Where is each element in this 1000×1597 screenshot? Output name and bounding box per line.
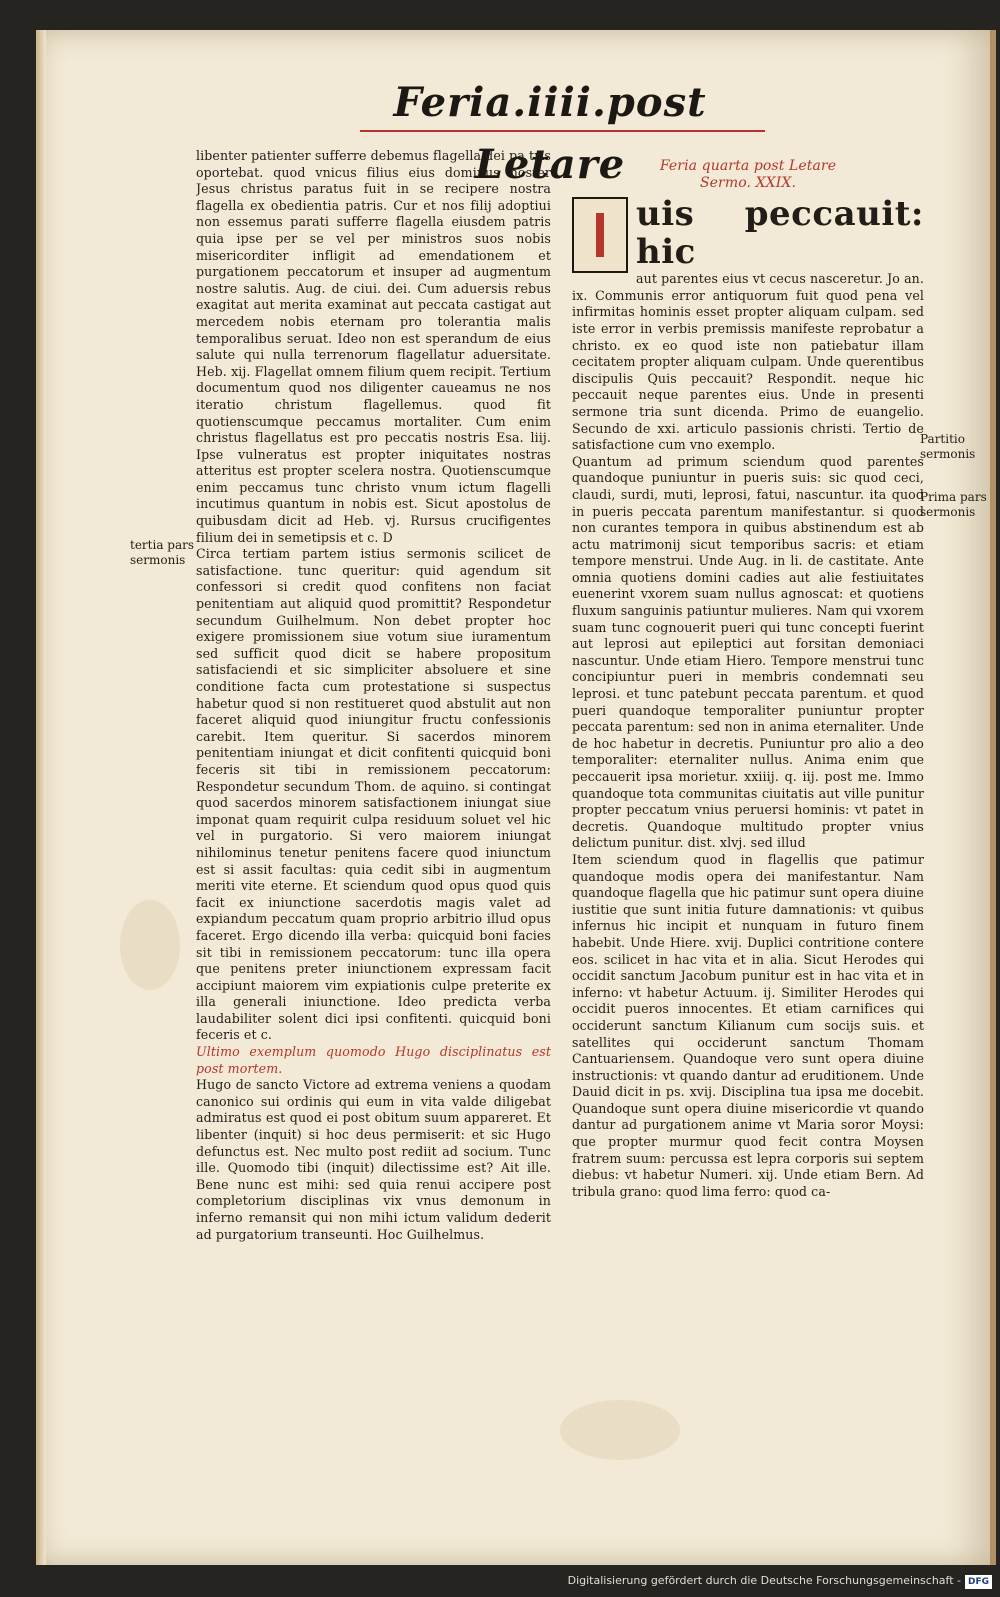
page-title: Feria.iiii.post Letare (393, 79, 707, 188)
dfg-logo: DFG (965, 1575, 992, 1589)
page-gutter-shadow (36, 30, 46, 1565)
margin-note-text: Prima pars sermonis (920, 490, 987, 519)
paper-stain (120, 900, 180, 990)
paper-stain (560, 1400, 680, 1460)
paragraph: aut parentes eius vt cecus nasceretur. Jo an. ix. Communis error antiquorum fuit quod pena vel infirmitas hominis esset propter aliquam culpam. sed iste error in verbis premissis manifeste reprobatur a christo. ex eo quod iste non patiebatur illam cecitatem propter aliquam culpam. Unde querentibus discipulis Quis peccauit? Respondit. neque hic peccauit neque parentes eius. Unde in presenti sermone tria sunt dicenda. Primo de euangelio. Secundo de xxi. articulo passionis christi. Tertio de satisfactione cum vno exemplo. (572, 271, 924, 453)
left-column (196, 148, 551, 1268)
paragraph: Item sciendum quod in flagellis que patimur quandoque modis opera dei manifestantur. Nam quandoque flagella que hic patimur sunt opera diuine iustitie que sunt initia future damnationis: vt quibus infernus hic incipit et nunquam in futuro finem habebit. Unde Hiere. xvij. Duplici contritione contere eos. scilicet in hac vita et in alia. Sicut Herodes qui occidit sanctum Jacobum punitur est in hac vita et in inferno: vt habetur Actuum. ij. Similiter Herodes qui occidit pueros innocentes. Et etiam carnifices qui occiderunt sanctum Kilianum cum socijs suis. et satellites qui occiderunt sanctum Thomam Cantuariensem. Quandoque vero sunt opera diuine instructionis: vt quando dantur ad eruditionem. Unde Dauid dicit in ps. xvij. Disciplina tua ipsa me docebit. Quandoque sunt opera diuine misericordie vt quando dantur ad purgationem anime vt Maria soror Moysi: que propter murmur quod fecit contra Moysen fratrem suum: percussa est lepra corporis sui septem diebus: vt habetur Numeri. xij. Unde etiam Bern. Ad tribula grano: quod lima ferro: quod ca- (572, 851, 924, 1199)
margin-note-right-1 (920, 432, 992, 462)
paragraph: Circa tertiam partem istius sermonis scilicet de satisfactione. tunc queritur: quid agendum sit confessori si credit quod confitens non faciat penitentiam aut aliquid quod promittit? Respondetur secundum Guilhelmum. Non debet propter hoc exigere promissionem siue votum siue iuramentum sed sufficit quod dicit se habere propositum satisfaciendi et sic simpliciter absoluere et sine conditione facta cum protestatione si suspectus habetur quod si non restitueret quod abstulit aut non faceret aliquid quod iniungitur fructu confessionis carebit. Item queritur. Si sacerdos minorem penitentiam iniungat et dicit confitenti quicquid boni feceris sit tibi in remissionem peccatorum: Respondetur secundum Thom. de aquino. si contingat quod sacerdos minorem satisfactionem iniungat siue imponat quam requirit culpa residuum soluet vel hic vel in purgatorio. Si vero maiorem iniungat nihilominus tenetur penitens facere quod iniunctum est si assit facultas: quia cedit sibi in augmentum meriti vite eterne. Et sciendum quod opus quod quis facit ex iniunctione sacerdotis magis valet ad expiandum peccatum quam proprio arbitrio illud opus faceret. Ergo dicendo illa verba: quicquid boni facies sit tibi in remissionem peccatorum: tunc illa opera que penitens preter iniunctionem expressam facit accipiunt maiorem vim expiationis culpe preterite ex illa generali iniunctione. Ideo predicta verba laudabiliter solent dici ipsi confitenti. quicquid boni feceris et c. (196, 546, 551, 1043)
digitization-credit (568, 1571, 992, 1591)
paragraph: Quantum ad primum sciendum quod parentes quandoque puniuntur in pueris suis: sic quod ceci, claudi, surdi, muti, leprosi, fatui, nascuntur. ita quod in pueris peccata parentum manifestantur. si quod non curantes tempora in quibus abstinendum est ab actu matrimonij sicut temporibus sacris: et etiam tempore menstrui. Unde Aug. in li. de castitate. Ante omnia quotiens domini cadies aut alie festiuitates euenerint vxorem suam nullus agnoscat: et quotiens fluxum sanguinis patiuntur mulieres. Nam qui vxorem suam tunc cognouerit pueri qui tunc concepti fuerint aut leprosi aut epileptici aut forsitan demoniaci nascuntur. Unde etiam Hiero. Tempore menstrui tunc concipiuntur pueri in membris condemnati seu leprosi. et tunc patebunt peccata parentum. et quod pueri quandoque temporaliter puniuntur propter peccata parentum: sed non in anima eternaliter. Unde de hoc habetur in decretis. Puniuntur pro alio a deo temporaliter: eternaliter nullus. Anima enim que peccauerit ipsa morietur. xxiiij. q. iij. post me. Immo quandoque tota communitas ciuitatis aut ville punitur propter peccatum vnius peruersi hominis: vt patet in decretis. Quandoque multitudo propter vnius delictum punitur. dist. xlvj. sed illud (572, 453, 924, 851)
initial-ornament (596, 213, 604, 257)
credit-text: Digitalisierung gefördert durch die Deutsche Forschungsgemeinschaft - (567, 1574, 961, 1587)
incipit-text: uis peccauit: hic (636, 194, 924, 273)
rubric-paragraph: Ultimo exemplum quomodo Hugo disciplinatus est post mortem. (196, 1044, 551, 1076)
sermon-heading-line1: Feria quarta post Letare (659, 158, 837, 174)
paragraph: libenter patienter sufferre debemus flagella dei pa tris oportebat. quod vnicus filius eius dominus noster Jesus christus paratus fuit in se recipere nostra flagella ex obedientia patris. Cur et nos filij adoptiui non essemus parati sufferre flagella eiusdem patris quia ipse per se vel per ministros suos nobis misericorditer infligit ad emendationem et purgationem peccatorum et insuper ad augmentum nostre salutis. Aug. de ciui. dei. Cum aduersis rebus exagitat aut merita examinat aut peccata castigat aut mercedem nobis eternam pro tolerantia malis temporalibus seruat. Ideo non est sperandum de eius salute qui nulla terrenorum flagellatur aduersitate. Heb. xij. Flagellat omnem filium quem recipit. Tertium documentum quod nos diligenter caueamus ne nos iteratio christum flagellemus. quod fit quotienscumque peccamus mortaliter. Cum enim christus flagellatus est pro peccatis nostris Esa. liij. Ipse vulneratus est propter iniquitates nostras atteritus est propter scelera nostra. Quotienscumque enim peccamus tunc christo vnum ictum flagelli incutimus quantum in nobis est. Sicut apostolus de quibusdam dicit ad Heb. vj. Rursus crucifigentes filium dei in semetipsis et c. D (196, 148, 551, 545)
header-underline (360, 130, 765, 132)
sermon-heading-line2: Sermo. XXIX. (699, 174, 796, 191)
margin-note-left (130, 538, 196, 568)
decorated-initial (572, 197, 628, 273)
margin-note-text: Partitio sermonis (920, 432, 976, 461)
paragraph: Hugo de sancto Victore ad extrema veniens a quodam canonico sui ordinis qui eum in vita valde diligebat admiratus est quod ei post obitum suum appareret. Et libenter (inquit) si hoc deus permiserit: et sic Hugo defunctus est. Nec multo post rediit ad socium. Tunc ille. Quomodo tibi (inquit) dilectissime est? Ait ille. Bene nunc est mihi: sed quia renui accipere post completorium disciplinas vix vnus demonum in inferno remansit qui non mihi ictum validum dederit ad purgatorium transeunti. Hoc Guilhelmus. (196, 1077, 551, 1242)
sermon-heading (572, 158, 924, 191)
margin-note-right-2 (920, 490, 992, 520)
margin-note-text: tertia pars sermonis (130, 538, 195, 567)
right-column (572, 148, 924, 1268)
